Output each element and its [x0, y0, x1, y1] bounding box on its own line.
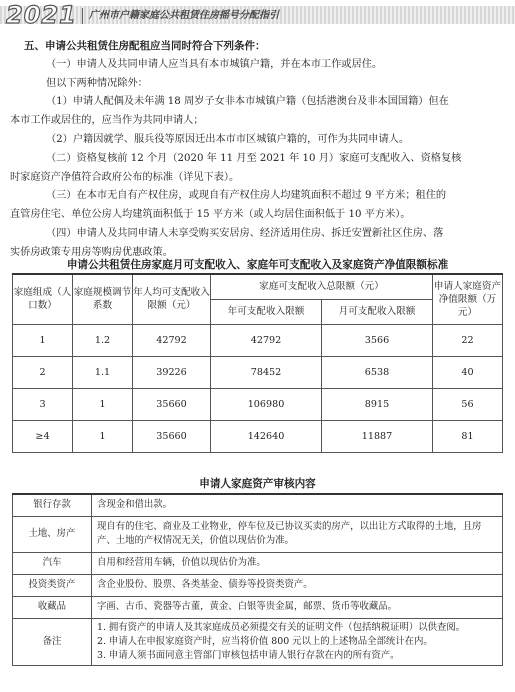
table-row [13, 324, 503, 356]
table-row [13, 552, 503, 574]
section-heading: 五、申请公共租赁住房配租应当同时符合下列条件： [24, 40, 266, 52]
paragraph: （四）申请人及共同申请人未享受购买安居房、经济适用住房、拆迁安置新社区住房、落 [46, 227, 444, 239]
table-row [13, 516, 503, 552]
header-per-capita-income: 年人均可支配收入限额（元） [133, 274, 211, 324]
header-household-size: 家庭组成（人口数） [13, 274, 73, 324]
paragraph: （2）户籍因就学、服兵役等原因迁出本市市区城镇户籍的，可作为共同申请人。 [46, 133, 410, 145]
cell-category: 土地、房产 [13, 516, 92, 552]
income-limit-table [12, 273, 503, 453]
cell-per-capita-income: 35660 [133, 420, 211, 452]
cell-monthly-income: 8915 [322, 388, 433, 420]
cell-per-capita-income: 42792 [133, 324, 211, 356]
cell-content: 含现金和借出款。 [92, 494, 503, 516]
cell-per-capita-income: 39226 [133, 356, 211, 388]
table-row [13, 494, 503, 516]
cell-category: 汽车 [13, 552, 92, 574]
section-five [10, 37, 504, 263]
header-total-income-group: 家庭可支配收入总限额（元） [211, 274, 433, 299]
header-separator [82, 8, 83, 24]
paragraph: 实侨房政策专用房等购房优惠政策。 [10, 246, 173, 258]
table-row [13, 596, 503, 618]
header-monthly-income: 月可支配收入限额 [322, 299, 433, 324]
cell-category: 银行存款 [13, 494, 92, 516]
cell-adjust-coefficient: 1.1 [73, 356, 133, 388]
asset-review-table [12, 493, 503, 666]
cell-adjust-coefficient: 1 [73, 388, 133, 420]
cell-annual-income: 42792 [211, 324, 322, 356]
cell-monthly-income: 11887 [322, 420, 433, 452]
header-year: 2021 [6, 1, 77, 29]
header-title: 广州市户籍家庭公共租赁住房摇号分配指引 [89, 10, 279, 21]
cell-per-capita-income: 35660 [133, 388, 211, 420]
cell-content: 含企业股份、股票、各类基金、债券等投资类资产。 [92, 574, 503, 596]
cell-household-size: ≥4 [13, 420, 73, 452]
paragraph: 时家庭资产净值符合政府公布的标准（详见下表）。 [10, 171, 240, 183]
paragraph: （1）申请人配偶及未年满 18 周岁子女非本市城镇户籍（包括港澳台及非本国国籍）但在 [46, 96, 449, 108]
asset-table-title: 申请人家庭资产审核内容 [199, 478, 316, 490]
paragraph: 直管房住宅、单位公房人均建筑面积低于 15 平方米（或人均居住面积低于 10 平方米）。 [10, 209, 411, 221]
cell-category: 备注 [13, 618, 92, 665]
paragraph: （二）资格复核前 12 个月（2020 年 11 月至 2021 年 10 月）家庭可支配收入、资格复核 [46, 152, 462, 164]
cell-annual-income: 78452 [211, 356, 322, 388]
cell-household-size: 3 [13, 388, 73, 420]
table-row [13, 574, 503, 596]
cell-monthly-income: 3566 [322, 324, 433, 356]
paragraph: 本市工作或居住的，应当作为共同申请人； [10, 115, 204, 127]
cell-asset-limit: 56 [433, 388, 503, 420]
cell-content: 现自有的住宅、商业及工业物业，停车位及已协议买卖的房产，以出让方式取得的土地，且房产、土地的产权情况无关，价值以现估价为准。 [92, 516, 503, 552]
header-adjust-coefficient: 家庭规模调节系数 [73, 274, 133, 324]
cell-monthly-income: 6538 [322, 356, 433, 388]
cell-asset-limit: 40 [433, 356, 503, 388]
cell-category: 收藏品 [13, 596, 92, 618]
cell-content: 字画、古币、瓷器等古董，黄金、白银等贵金属，邮票、货币等收藏品。 [92, 596, 503, 618]
table-row [13, 618, 503, 665]
cell-category: 投资类资产 [13, 574, 92, 596]
cell-notes: 1. 拥有资产的申请人及其家庭成员必须提交有关的证明文件（包括纳税证明）以供查阅。 2. 申请人在申报家庭资产时，应当将价值 800 元以上的上述物品全部统计在内。 3. 申请人须书面同意主管部门审核包括申请人银行存款在内的所有资产。 [92, 618, 503, 665]
cell-annual-income: 142640 [211, 420, 322, 452]
table-row [13, 388, 503, 420]
paragraph: （一）申请人及共同申请人应当具有本市城镇户籍，并在本市工作或居住。 [46, 58, 383, 70]
table-row [13, 420, 503, 452]
header-asset-limit: 申请人家庭资产净值限额（万元） [433, 274, 503, 324]
header-annual-income: 年可支配收入限额 [211, 299, 322, 324]
table-row [13, 356, 503, 388]
cell-asset-limit: 22 [433, 324, 503, 356]
cell-asset-limit: 81 [433, 420, 503, 452]
cell-annual-income: 106980 [211, 388, 322, 420]
cell-content: 自用和经营用车辆，价值以现估价为准。 [92, 552, 503, 574]
cell-adjust-coefficient: 1.2 [73, 324, 133, 356]
page-header [0, 0, 515, 34]
income-table-title: 申请公共租赁住房家庭月可支配收入、家庭年可支配收入及家庭资产净值限额标准 [66, 259, 449, 271]
cell-household-size: 2 [13, 356, 73, 388]
paragraph: 但以下两种情况除外： [46, 77, 148, 89]
cell-adjust-coefficient: 1 [73, 420, 133, 452]
cell-household-size: 1 [13, 324, 73, 356]
paragraph: （三）在本市无自有产权住房，或现自有产权住房人均建筑面积不超过 9 平方米；租住的 [46, 190, 447, 202]
